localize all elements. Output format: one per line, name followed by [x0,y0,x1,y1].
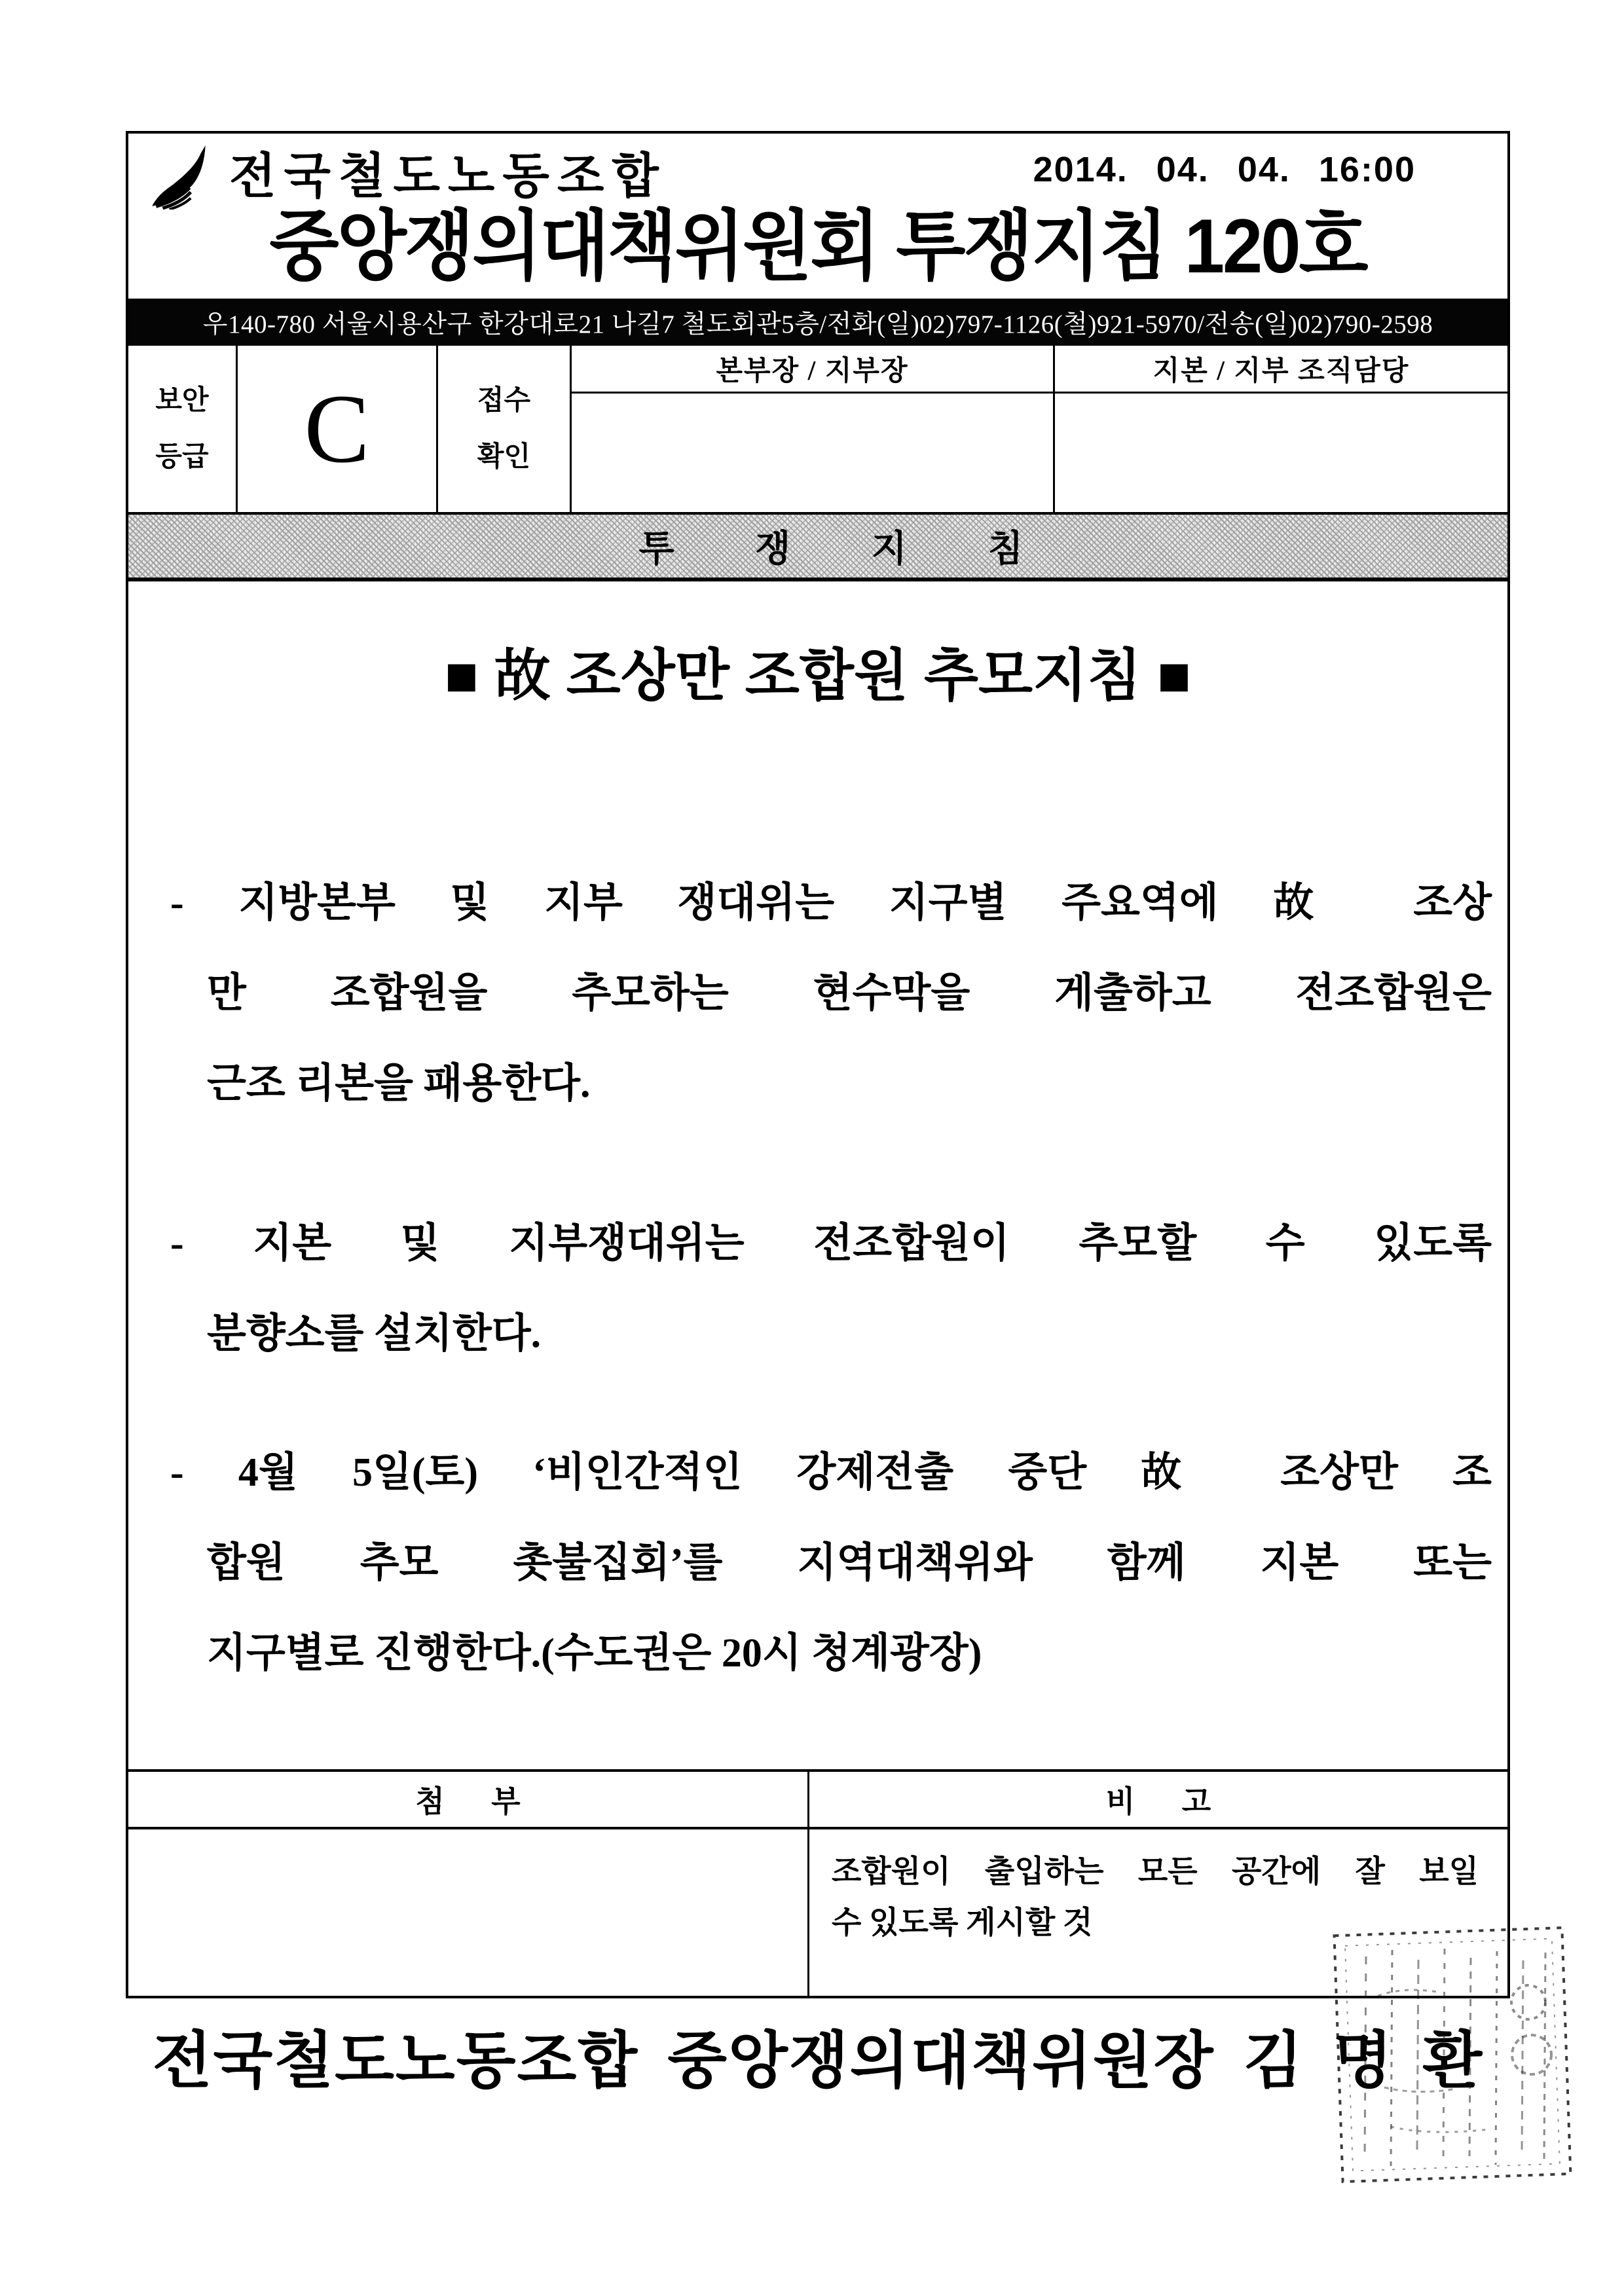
receipt-label-line2: 확인 [477,442,531,472]
attachment-note-table [128,1769,1507,1998]
bullet-line: - 4월 5일(토) ‘비인간적인 강제전출 중단 故 조상만 조 [170,1450,1492,1495]
document-frame [126,131,1510,1998]
note-line: 수 있도록 게시할 것 [832,1906,1093,1940]
bullet-line: 합원 추모 촛불집회’를 지역대책위와 함께 지본 또는 [207,1541,1492,1585]
org-name: 전국철도노동조합 [229,149,667,203]
section-banner [128,515,1507,581]
security-grade-value: C [304,375,370,483]
org-manager-column-header: 지본 / 지부 조직담당 [1055,346,1507,394]
directive-bullet-2 [170,1198,1492,1379]
address-contact-bar: 우140-780 서울시용산구 한강대로21 나길7 철도회관5층/전화(일)02)797-1126(철)921-5970/전송(일)02)790-2598 [128,299,1507,346]
directive-bullet-3 [170,1427,1492,1698]
official-seal-stamp-icon [1332,1924,1578,2189]
bullet-line: 지구별로 진행한다.(수도권은 20시 청계광장) [207,1631,982,1676]
document-datetime: 2014. 04. 04. 16:00 [1033,150,1416,189]
receipt-confirm-label-cell [438,346,572,512]
routing-table [128,346,1507,515]
org-manager-signature-cell [1055,346,1507,512]
chairman-signature-line: 전국철도노동조합 중앙쟁의대책위원장 김 명 환 [152,2026,1484,2095]
bullet-line: - 지방본부 및 지부 쟁대위는 지구별 주요역에 故 조상 [170,881,1492,925]
bullet-line: - 지본 및 지부쟁대위는 전조합원이 추모할 수 있도록 [170,1221,1492,1266]
hq-branch-column-header: 본부장 / 지부장 [572,346,1053,394]
bullet-line: 만 조합원을 추모하는 현수막을 게출하고 전조합원은 [207,971,1492,1016]
security-grade-value-cell [238,346,438,512]
security-label-line1: 보안 [155,386,209,416]
attachment-note-header-row [128,1772,1507,1829]
receipt-label-line1: 접수 [477,386,531,416]
document-title: 중앙쟁의대책위원회 투쟁지침 120호 [269,204,1367,289]
note-line: 조합원이 출입하는 모든 공간에 잘 보일 [832,1855,1479,1889]
bullet-line: 분향소를 설치한다. [207,1312,542,1356]
note-column-header: 비 고 [1105,1785,1211,1818]
directive-bullet-1 [170,858,1492,1129]
security-grade-label-cell [128,346,238,512]
hq-branch-signature-cell [572,346,1055,512]
section-banner-title: 투 쟁 지 침 [638,528,1043,569]
memorial-directive-title: ■ 故 조상만 조합원 추모지침 ■ [444,644,1192,707]
attachment-content-cell [128,1829,809,1996]
attachment-column-header: 첨 부 [128,1772,809,1827]
bullet-line: 근조 리본을 패용한다. [207,1061,591,1106]
attachment-note-body-row [128,1829,1507,1996]
security-label-line2: 등급 [155,442,209,472]
